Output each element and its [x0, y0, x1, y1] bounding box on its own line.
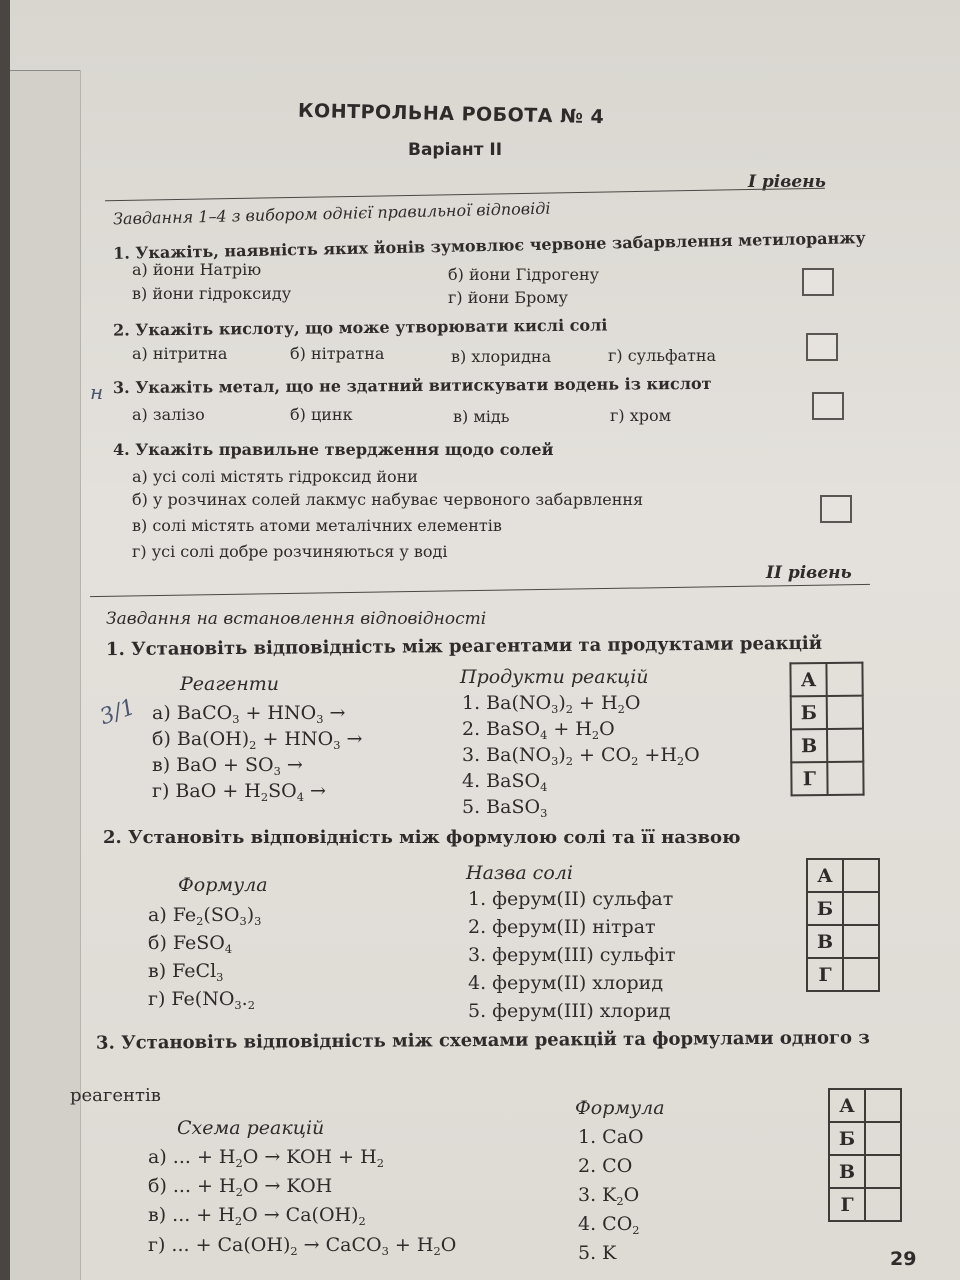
section-2-instruction: Завдання на встановлення відповідності — [106, 609, 487, 629]
grid-1-cell-b[interactable] — [827, 696, 863, 729]
q2-option-c: в) хлоридна — [451, 347, 552, 366]
grid-1-cell-d[interactable] — [827, 762, 863, 795]
grid-2-letter-d: Г — [807, 958, 843, 991]
task-1-reagent-d: г) BaO + $H_2SO_4$ → — [152, 780, 326, 804]
grid-1-letter-d: Г — [791, 762, 827, 795]
task-2-name-4: 4. ферум(ІІ) хлорид — [468, 972, 664, 994]
task-2-formula-a: а) $Fe_2(SO_3)_3$ — [148, 904, 262, 928]
task-3-scheme-d: г) ... + $Ca(OH)_2$ → CaCO$_3$ + $H_2O$ — [148, 1234, 457, 1258]
answer-box-q1[interactable] — [802, 268, 834, 296]
task-3-scheme-c: в) ... + $H_2O \to Ca(OH)_2$ — [148, 1204, 366, 1228]
q3-option-d: г) хром — [610, 406, 672, 425]
q3-option-b: б) цинк — [290, 405, 353, 424]
task-2-formula-d: г) $Fe(NO_3._2$ — [148, 988, 255, 1012]
grid-1-letter-c: В — [791, 729, 827, 762]
q3-option-c: в) мідь — [453, 407, 510, 426]
task-3-formula-2: 2. CO — [578, 1155, 633, 1177]
pencil-mark-task1: 3/1 — [96, 694, 139, 731]
section-1-instruction: Завдання 1–4 з вибором однієї правильної відповіді — [112, 198, 551, 229]
task-1-product-4: 4. BaSO$_4$ — [462, 770, 548, 794]
task-2-formula-header: Формула — [178, 874, 268, 896]
task-3-scheme-b: б) ... + $H_2O$ → KOH — [148, 1175, 333, 1199]
page-title: КОНТРОЛЬНА РОБОТА № 4 — [297, 99, 605, 129]
answer-box-q2[interactable] — [806, 333, 838, 361]
task-2-name-header: Назва солі — [466, 862, 573, 884]
grid-3-cell-d[interactable] — [865, 1188, 901, 1221]
task-3-formula-1: 1. CaO — [578, 1126, 644, 1148]
task-1-answer-grid — [789, 662, 864, 797]
task-3-text-continued: реагентів — [70, 1085, 161, 1106]
grid-3-letter-a: А — [829, 1089, 865, 1122]
grid-3-letter-b: Б — [829, 1122, 865, 1155]
grid-1-cell-c[interactable] — [827, 729, 863, 762]
q1-option-a: а) йони Натрію — [132, 260, 262, 279]
pencil-mark-q3: н — [90, 380, 104, 404]
grid-2-cell-d[interactable] — [843, 958, 879, 991]
task-1-reagent-c: в) BaO + $SO_3$ → — [152, 754, 303, 778]
level-1-label: І рівень — [748, 172, 826, 192]
task-3-scheme-header: Схема реакцій — [177, 1117, 325, 1139]
question-2-text: 2. Укажіть кислоту, що може утворювати кислі солі — [112, 315, 608, 340]
grid-3-letter-d: Г — [829, 1188, 865, 1221]
task-3-text: 3. Установіть відповідність між схемами реакцій та формулами одного з — [95, 1027, 870, 1054]
task-3-formula-5: 5. K — [578, 1242, 617, 1264]
question-3-text: 3. Укажіть метал, що не здатний витискувати водень із кислот — [112, 373, 712, 398]
task-3-answer-grid — [828, 1088, 902, 1222]
q3-option-a: а) залізо — [132, 405, 205, 424]
q4-option-b: б) у розчинах солей лакмус набуває червоного забарвлення — [132, 490, 644, 509]
q1-option-c: в) йони гідроксиду — [132, 284, 292, 303]
variant-label: Варіант ІІ — [408, 140, 503, 160]
task-1-reagent-b: б) $Ba(OH)_2 + HNO_3$ → — [152, 728, 363, 752]
question-1-text: 1. Укажіть, наявність яких йонів зумовлює червоне забарвлення метилоранжу — [112, 228, 866, 263]
q2-option-d: г) сульфатна — [608, 346, 717, 365]
workbook-page — [10, 0, 960, 1280]
task-1-product-1: 1. $Ba(NO_3)_2 + H_2O$ — [462, 692, 641, 716]
task-3-scheme-a: а) ... + $H_2O$ → KOH + $H_2$ — [148, 1146, 384, 1170]
level-1-divider — [105, 188, 825, 202]
grid-2-letter-b: Б — [807, 892, 843, 925]
task-3-formula-4: 4. $CO_2$ — [578, 1213, 640, 1237]
q1-option-d: г) йони Брому — [448, 288, 568, 307]
grid-2-letter-a: А — [807, 859, 843, 892]
page-number: 29 — [890, 1248, 917, 1270]
grid-1-cell-a[interactable] — [826, 663, 862, 696]
task-1-reagent-a: а) BaCO$_3$ + $HNO_3$ → — [152, 702, 346, 726]
task-1-reagents-header: Реагенти — [180, 673, 279, 695]
q1-option-b: б) йони Гідрогену — [448, 265, 600, 284]
task-2-name-3: 3. ферум(ІІІ) сульфіт — [468, 944, 676, 966]
answer-box-q3[interactable] — [812, 392, 844, 420]
task-2-formula-b: б) FeSO$_4$ — [148, 932, 233, 956]
task-3-formula-3: 3. $K_2O$ — [578, 1184, 640, 1208]
grid-2-cell-c[interactable] — [843, 925, 879, 958]
task-3-formula-header: Формула — [575, 1097, 665, 1119]
q2-option-b: б) нітратна — [290, 344, 385, 363]
question-4-text: 4. Укажіть правильне твердження щодо солей — [113, 440, 554, 459]
level-2-divider — [90, 584, 870, 597]
task-1-products-header: Продукти реакцій — [460, 666, 649, 688]
q4-option-c: в) солі містять атоми металічних елементів — [132, 516, 502, 535]
task-1-product-3: 3. $Ba(NO_3)_2 + CO_2 +H_2O$ — [462, 744, 700, 768]
answer-box-q4[interactable] — [820, 495, 852, 523]
grid-1-letter-a: А — [790, 663, 826, 696]
task-1-product-5: 5. BaSO$_3$ — [462, 796, 548, 820]
left-page-rule — [10, 70, 80, 71]
q2-option-a: а) нітритна — [132, 344, 228, 363]
task-2-formula-c: в) FeCl$_3$ — [148, 960, 224, 984]
task-2-name-2: 2. ферум(ІІ) нітрат — [468, 916, 656, 938]
task-1-text: 1. Установіть відповідність між реагентами та продуктами реакцій — [105, 632, 823, 661]
grid-3-cell-b[interactable] — [865, 1122, 901, 1155]
task-2-answer-grid — [806, 858, 880, 992]
grid-3-letter-c: В — [829, 1155, 865, 1188]
grid-3-cell-a[interactable] — [865, 1089, 901, 1122]
q4-option-a: а) усі солі містять гідроксид йони — [132, 467, 418, 486]
task-2-text: 2. Установіть відповідність між формулою солі та її назвою — [103, 827, 741, 848]
task-1-product-2: 2. BaSO$_4$ + $H_2O$ — [462, 718, 615, 742]
q4-option-d: г) усі солі добре розчиняються у воді — [132, 542, 448, 561]
grid-2-letter-c: В — [807, 925, 843, 958]
grid-2-cell-a[interactable] — [843, 859, 879, 892]
task-2-name-5: 5. ферум(ІІІ) хлорид — [468, 1000, 671, 1022]
level-2-label: ІІ рівень — [766, 563, 852, 583]
grid-3-cell-c[interactable] — [865, 1155, 901, 1188]
grid-2-cell-b[interactable] — [843, 892, 879, 925]
grid-1-letter-b: Б — [791, 696, 827, 729]
task-2-name-1: 1. ферум(ІІ) сульфат — [468, 888, 674, 910]
